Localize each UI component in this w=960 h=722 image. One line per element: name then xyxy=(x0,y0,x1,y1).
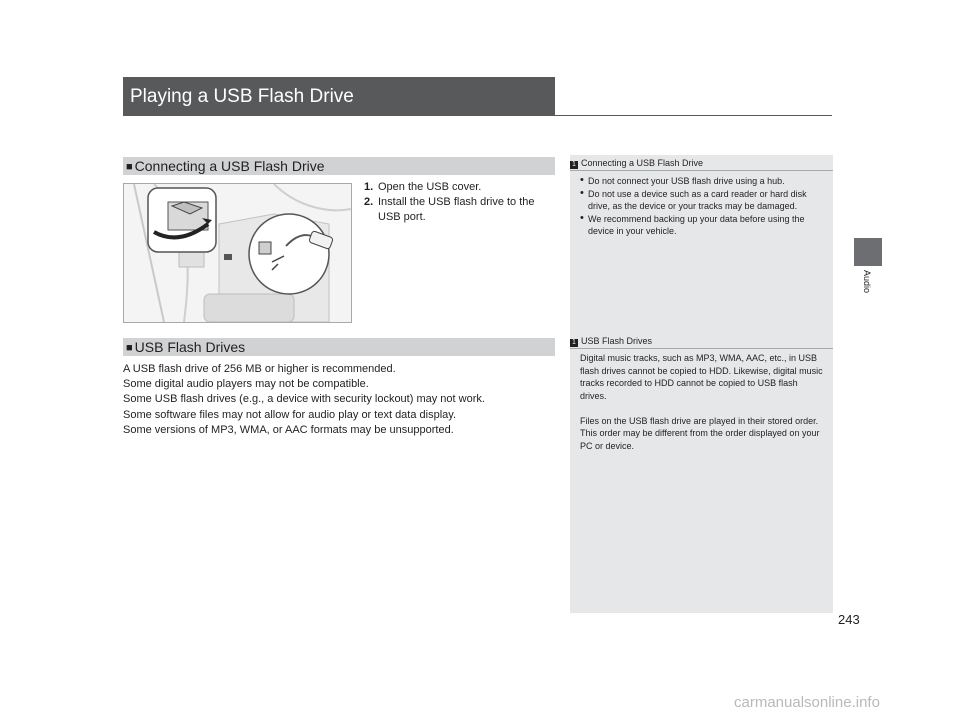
note-heading-text: Connecting a USB Flash Drive xyxy=(581,158,704,168)
section-marker: ■ xyxy=(126,161,133,173)
text-line: Some versions of MP3, WMA, or AAC formats may be unsupported. xyxy=(123,423,454,436)
step-item xyxy=(364,180,554,195)
step-number: 1. xyxy=(364,181,374,193)
note-heading-text: USB Flash Drives xyxy=(581,336,653,346)
section-heading-connecting xyxy=(123,157,555,175)
usb-port-illustration xyxy=(123,183,352,323)
text-line: Some USB flash drives (e.g., a device with security lockout) may not work. xyxy=(123,393,485,406)
title-rule xyxy=(123,115,832,116)
note-heading-connecting xyxy=(570,156,833,171)
chapter-tab-label: Audio xyxy=(862,270,872,294)
note-paragraph: Files on the USB flash drive are played in their stored order. This order may be different from the order displayed on your PC or device. xyxy=(580,415,820,451)
reference-icon: 1 xyxy=(570,161,578,169)
step-item xyxy=(364,195,554,225)
text-line: Some digital audio players may not be compatible. xyxy=(123,378,369,391)
note-heading-usb-flash-drives xyxy=(570,334,833,349)
note-bullet: • We recommend backing up your data before using the device in your vehicle. xyxy=(580,213,825,238)
section-heading-text: USB Flash Drives xyxy=(134,339,246,355)
watermark: carmanualsonline.info xyxy=(734,694,880,711)
reference-icon: 1 xyxy=(570,339,578,347)
note-bullet-list xyxy=(580,175,825,238)
text-line: Some software files may not allow for audio play or text data display. xyxy=(123,408,457,421)
page-title: Playing a USB Flash Drive xyxy=(130,86,354,107)
chapter-tab-label-box xyxy=(854,270,882,310)
section-heading-text: Connecting a USB Flash Drive xyxy=(134,158,325,174)
steps-list xyxy=(364,180,554,225)
usb-flash-drive-notes xyxy=(123,362,555,438)
step-text: Install the USB flash drive to the USB port. xyxy=(378,196,535,223)
section-heading-usb-flash-drives xyxy=(123,338,555,356)
note-bullet: • Do not use a device such as a card reader or hard disk drive, as the device or your tracks may be damaged. xyxy=(580,188,825,213)
note-bullet: • Do not connect your USB flash drive using a hub. xyxy=(580,175,825,188)
page-number: 243 xyxy=(838,612,860,627)
chapter-tab-marker xyxy=(854,238,882,266)
step-text: Open the USB cover. xyxy=(378,181,482,193)
note-paragraph: Digital music tracks, such as MP3, WMA, AAC, etc., in USB flash drives cannot be copied to HDD. Likewise, digital music tracks recorded to HDD cannot be copied to USB flash drives. xyxy=(580,353,823,401)
page-title-bar xyxy=(123,77,555,115)
section-marker: ■ xyxy=(126,342,133,354)
note-paragraphs xyxy=(580,352,825,452)
text-line: A USB flash drive of 256 MB or higher is recommended. xyxy=(123,363,396,375)
step-number: 2. xyxy=(364,196,374,208)
